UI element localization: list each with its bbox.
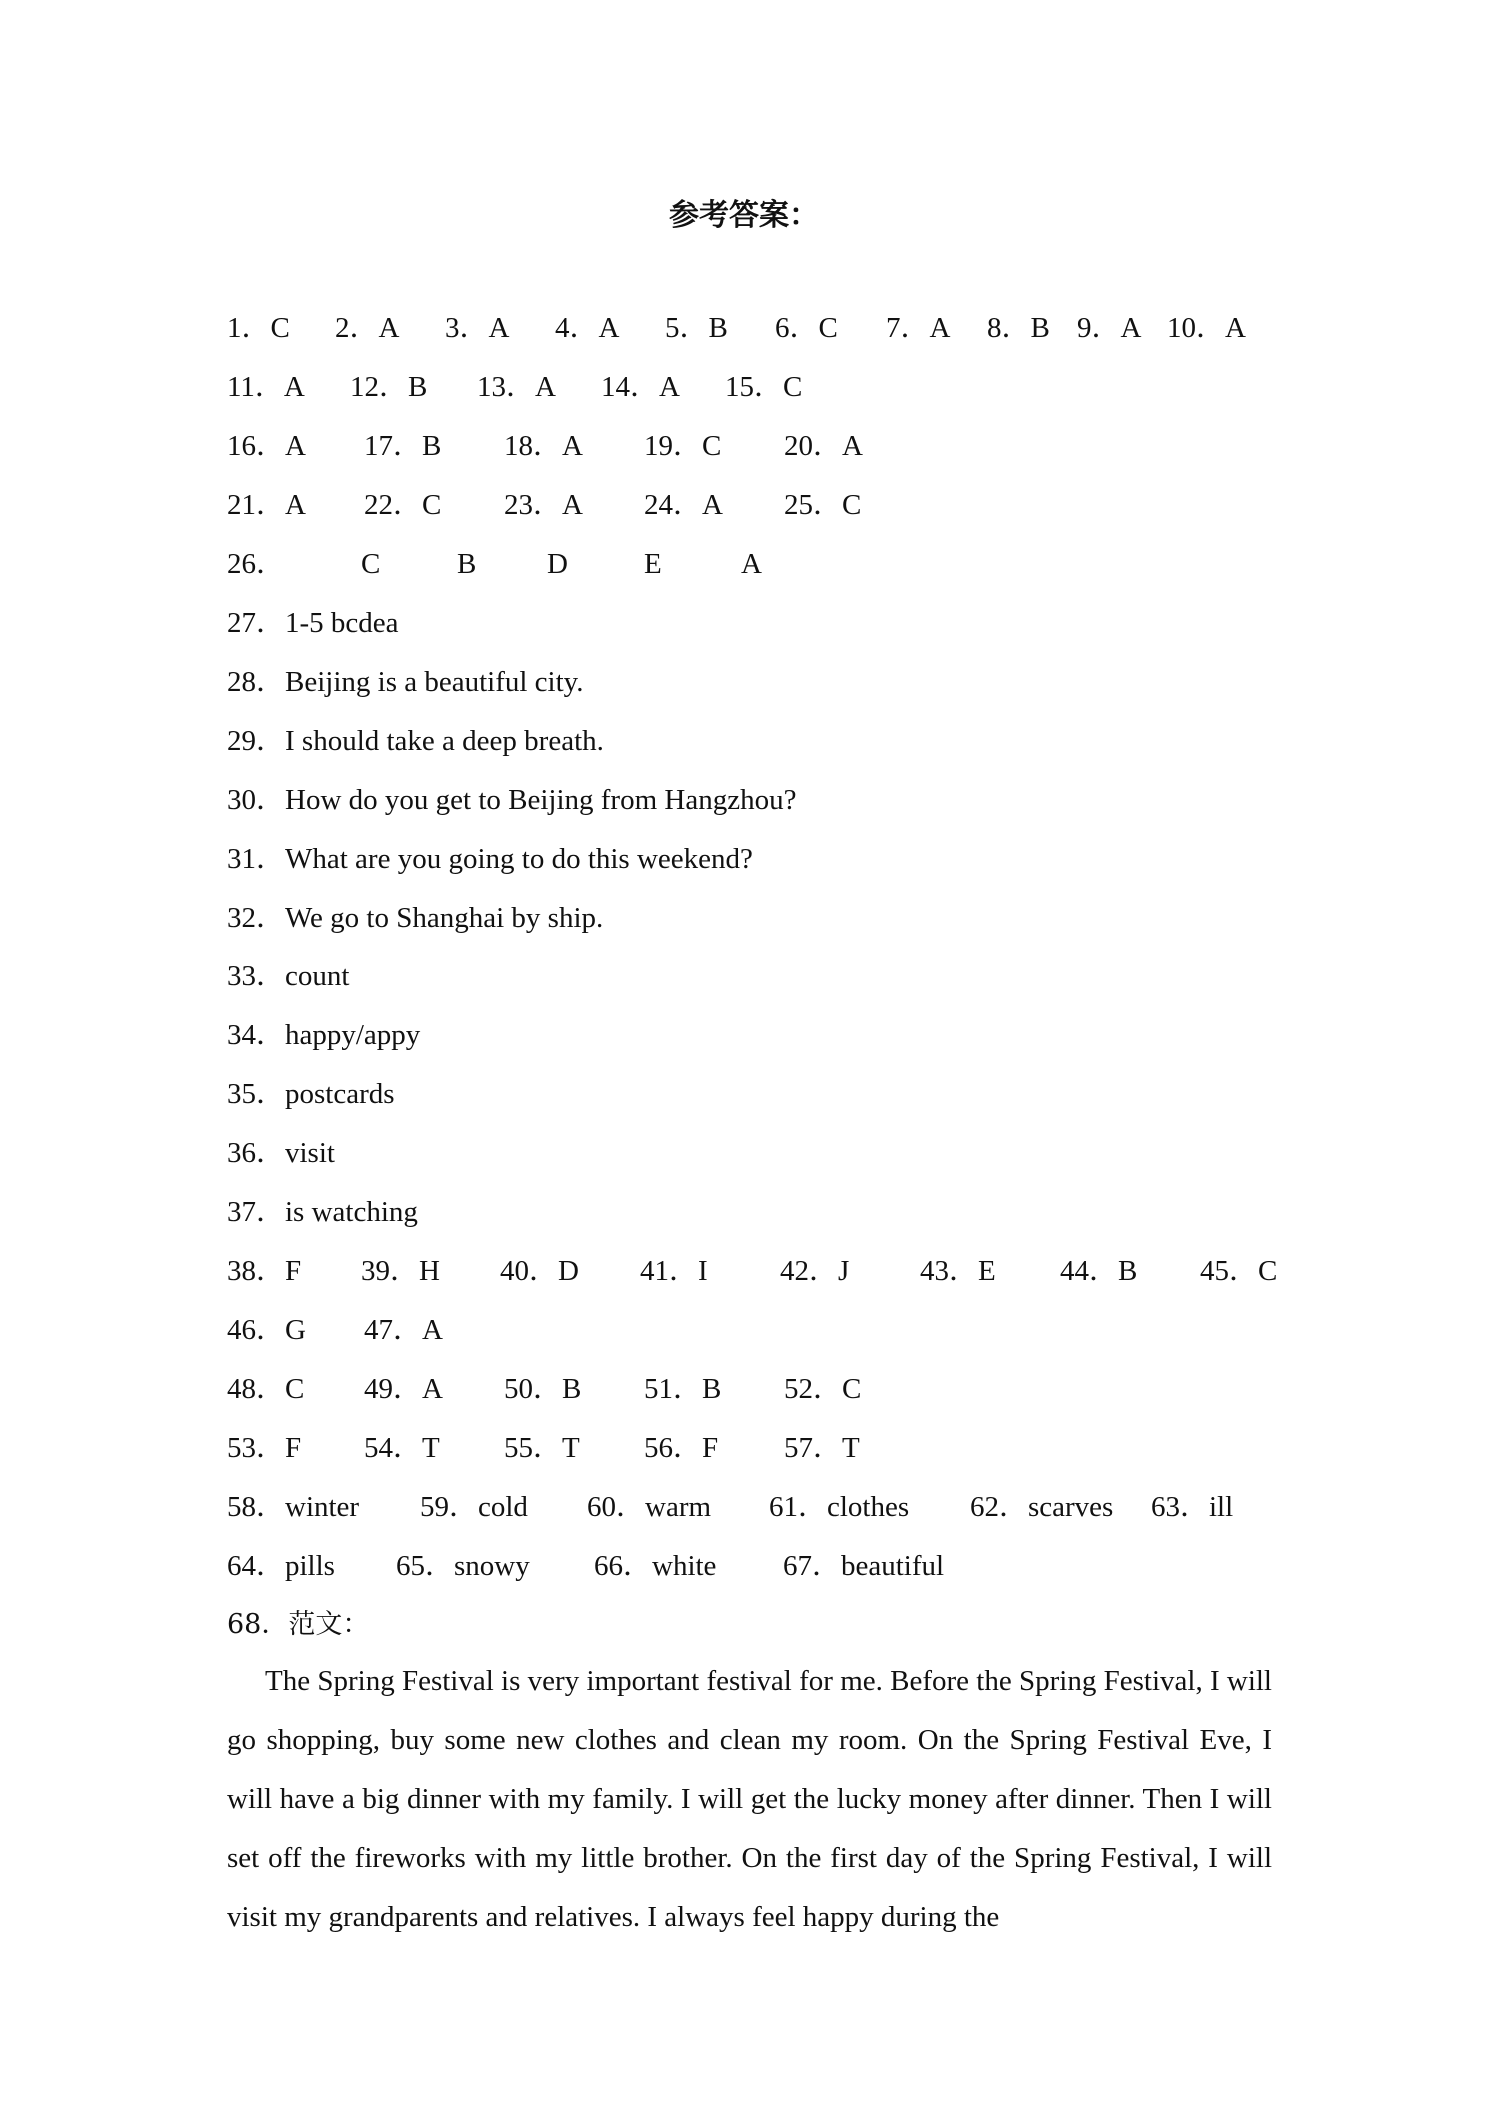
answer-item: 45．C	[1200, 1255, 1278, 1288]
answer-item: 13．A	[477, 370, 556, 403]
answer-item: 30．How do you get to Beijing from Hangzhou?	[227, 783, 797, 816]
answer-item: E	[644, 547, 662, 580]
answer-item: 52．C	[784, 1373, 862, 1406]
answer-item: 27．1-5 bcdea	[227, 606, 399, 639]
answer-item: 14．A	[601, 370, 680, 403]
answer-item: 3．A	[445, 312, 510, 344]
answer-item: 56．F	[644, 1432, 719, 1465]
answer-item: 28．Beijing is a beautiful city.	[227, 665, 584, 698]
answer-item: 51．B	[644, 1373, 722, 1406]
answer-item: C	[361, 547, 381, 580]
answer-item: 68．范文：	[227, 1608, 370, 1640]
answer-item: 46．G	[227, 1314, 306, 1347]
answer-item: 62．scarves	[970, 1491, 1114, 1523]
answer-item: 36．visit	[227, 1137, 335, 1170]
answer-item: 32．We go to Shanghai by ship.	[227, 901, 604, 934]
answer-item: 34．happy/appy	[227, 1019, 421, 1052]
answer-item: 38．F	[227, 1255, 302, 1288]
answer-item: 9．A	[1077, 312, 1142, 344]
answer-item: 42．J	[780, 1255, 850, 1288]
answer-item: 35．postcards	[227, 1078, 395, 1111]
answer-item: 31．What are you going to do this weekend?	[227, 842, 753, 875]
answer-item: 17．B	[364, 429, 442, 462]
answer-item: 4．A	[555, 312, 620, 344]
answer-item: 33．count	[227, 960, 350, 993]
answer-item: 39．H	[361, 1255, 440, 1288]
answer-item: 23．A	[504, 488, 583, 521]
answer-item: 67．beautiful	[783, 1549, 945, 1582]
answer-item: 44．B	[1060, 1255, 1138, 1288]
answer-item: 40．D	[500, 1255, 579, 1288]
answer-item: D	[547, 547, 568, 580]
answer-item: 10．A	[1167, 312, 1246, 344]
answer-item: 29．I should take a deep breath.	[227, 724, 604, 757]
answer-item: 55．T	[504, 1432, 580, 1465]
answer-item: 22．C	[364, 488, 442, 521]
answer-item: 59．cold	[420, 1491, 528, 1523]
answer-item: 41．I	[640, 1255, 708, 1288]
answer-item: 26．	[227, 547, 286, 580]
answer-item: 12．B	[350, 370, 428, 403]
answer-item: 18．A	[504, 429, 583, 462]
answer-item: 43．E	[920, 1255, 996, 1288]
answer-item: 24．A	[644, 488, 723, 521]
answer-item: 2．A	[335, 312, 400, 344]
answer-item: 19．C	[644, 429, 722, 462]
answer-item: 8．B	[987, 312, 1050, 344]
answer-item: 37．is watching	[227, 1196, 418, 1229]
answer-item: 7．A	[886, 312, 951, 344]
answer-item: 64．pills	[227, 1549, 335, 1582]
answer-item: 6．C	[775, 312, 838, 344]
answer-item: 1．C	[227, 312, 290, 344]
page-title: 参考答案：	[669, 198, 819, 233]
answer-item: 53．F	[227, 1432, 302, 1465]
answer-item: 60．warm	[587, 1491, 712, 1523]
sample-essay: The Spring Festival is very important festival for me. Before the Spring Festival, I will go shopping, buy some new clothes and clean my room. On the Spring Festival Eve, I will have a big dinner with my family. I will get the lucky money after dinner. Then I will set off the fireworks with my little brother. On the first day of the Spring Festival, I will visit my grandparents and relatives. I always feel happy during the	[227, 1665, 1272, 1933]
answer-item: 66．white	[594, 1549, 717, 1582]
answer-item: 20．A	[784, 429, 863, 462]
answer-item: 16．A	[227, 429, 306, 462]
answer-item: 50．B	[504, 1373, 582, 1406]
answer-item: 61．clothes	[769, 1491, 910, 1523]
answer-item: 25．C	[784, 488, 862, 521]
answer-item: 65．snowy	[396, 1549, 530, 1582]
answer-item: 11．A	[227, 370, 305, 403]
answer-item: 47．A	[364, 1314, 443, 1347]
answer-item: 54．T	[364, 1432, 440, 1465]
answer-item: 63．ill	[1151, 1491, 1234, 1523]
answer-item: 15．C	[725, 370, 803, 403]
answer-item: 49．A	[364, 1373, 443, 1406]
answer-item: 58．winter	[227, 1491, 360, 1523]
answer-item: 5．B	[665, 312, 728, 344]
answer-item: 21．A	[227, 488, 306, 521]
answer-item: 57．T	[784, 1432, 860, 1465]
answer-item: 48．C	[227, 1373, 305, 1406]
answer-item: B	[457, 547, 477, 580]
answer-item: A	[741, 547, 762, 580]
